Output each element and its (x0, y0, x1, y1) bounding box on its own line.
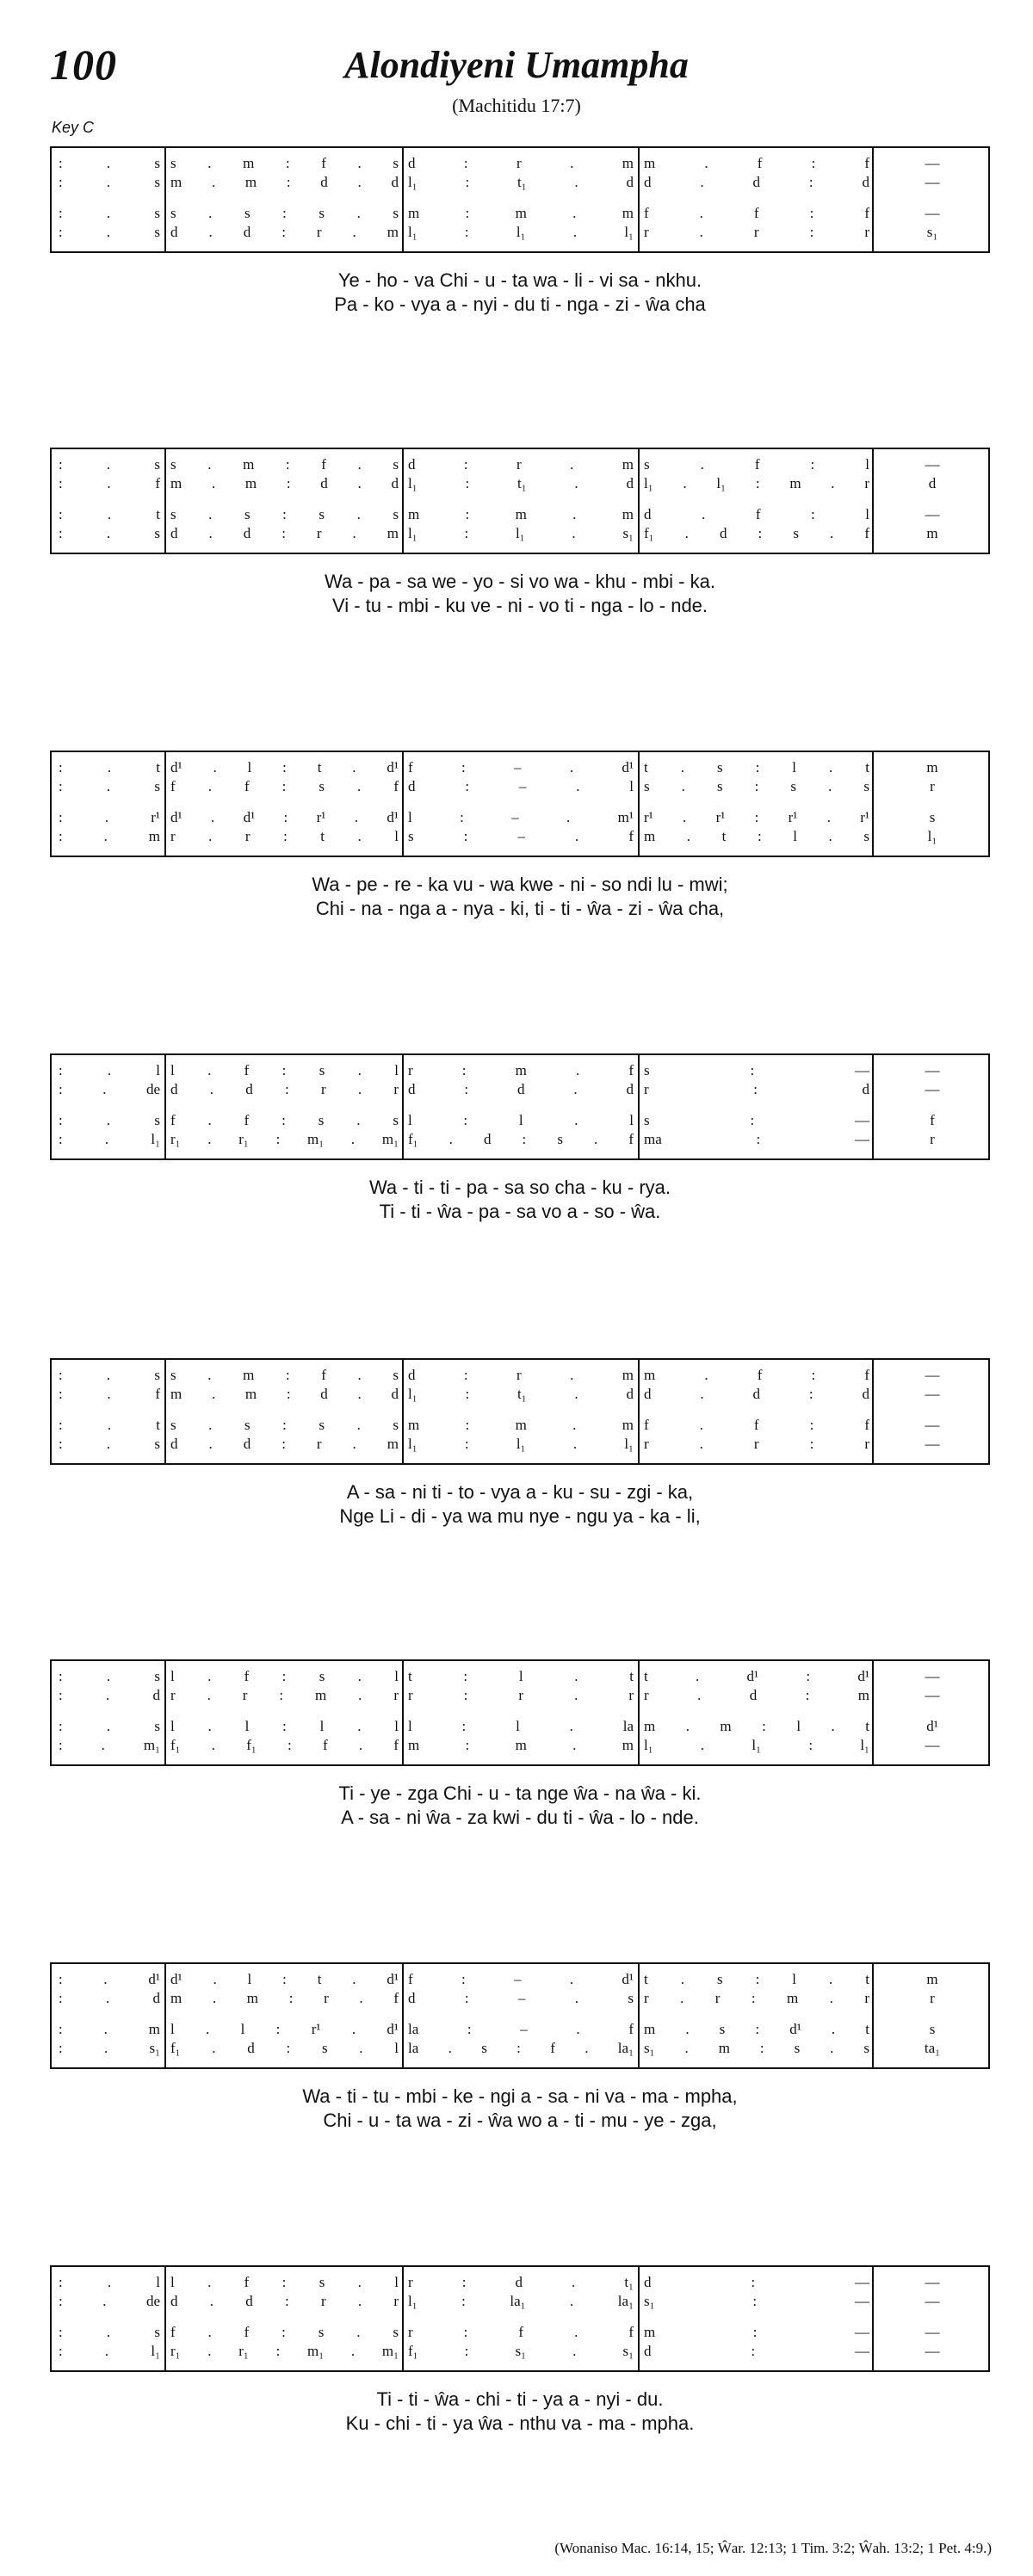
solfa-cell: f . f : f (644, 1417, 869, 1433)
lyric-line (50, 594, 990, 618)
solfa-cell: l . f : s . l (170, 2274, 399, 2290)
solfa-cell: d : r . m (408, 1367, 634, 1383)
lyrics-block (50, 269, 990, 317)
solfa-cell: — (925, 1081, 940, 1097)
solfa-cell: — (925, 1386, 940, 1402)
voice-row (52, 2272, 988, 2293)
solfa-cell: t : l . t (408, 1668, 634, 1684)
lyric-text: Nge Li - di - ya wa mu nye - ngu ya - ka - li, (339, 1505, 701, 1527)
lyric-text: Wa - ti - ti - pa - sa so cha - ku - rya. (368, 1177, 671, 1198)
solfa-cell: : . m (59, 828, 160, 844)
solfa-cell: — (925, 2343, 940, 2359)
solfa-cell: s . m : f . s (170, 155, 399, 171)
footer-references: (Wonaniso Mac. 16:14, 15; Ŵar. 12:13; 1 Tim. 3:2; Ŵah. 13:2; 1 Pet. 4:9.) (554, 2540, 992, 2556)
voice-row (52, 504, 988, 525)
solfa-cell: f₁ . d : s . f (408, 1131, 634, 1147)
solfa-cell: m . f : f (644, 1367, 869, 1383)
solfa-cell: m . m : d . d (170, 1386, 399, 1402)
solfa-cell: r¹ . r¹ : r¹ . r¹ (644, 809, 869, 825)
voice-row (52, 523, 988, 544)
solfa-cell: d¹ . l : t . d¹ (170, 1971, 399, 1987)
voice-row (52, 1685, 988, 1706)
solfa-cell: f₁ . d : s . l (170, 2040, 399, 2056)
solfa-cell: l : l . l (408, 1112, 634, 1128)
solfa-cell: la : – . f (408, 2021, 634, 2037)
voice-row (52, 2038, 988, 2059)
solfa-cell: — (925, 2324, 940, 2340)
solfa-cell: f (930, 1112, 935, 1128)
solfa-cell: m : — (644, 2324, 869, 2340)
voice-row (52, 1988, 988, 2009)
solfa-cell: t . d¹ : d¹ (644, 1668, 869, 1684)
solfa-cell: s (929, 809, 936, 825)
solfa-cell: f : – . d¹ (408, 759, 634, 775)
solfa-cell: : . s₁ (59, 2040, 160, 2056)
solfa-cell: : . d¹ (59, 1971, 160, 1987)
solfa-cell: : . s (59, 174, 160, 190)
tonic-solfa-staff (50, 1358, 990, 1465)
lyrics-block (50, 1782, 990, 1830)
voice-row (52, 2322, 988, 2343)
solfa-cell: s . s : s . s (170, 1417, 399, 1433)
solfa-cell: m . s : d¹ . t (644, 2021, 869, 2037)
music-system (50, 1358, 990, 1529)
solfa-cell: l₁ : l₁ . l₁ (408, 1436, 634, 1452)
solfa-cell: r (930, 778, 935, 794)
voice-row (52, 1735, 988, 1756)
solfa-cell: — (925, 1062, 940, 1078)
solfa-cell: : . d (59, 1990, 160, 2006)
solfa-cell: — (925, 205, 940, 221)
voice-row (52, 1666, 988, 1687)
solfa-cell: — (925, 1417, 940, 1433)
tonic-solfa-staff (50, 1962, 990, 2069)
solfa-cell: : . s (59, 1112, 160, 1128)
solfa-cell: f . f : s . s (170, 2324, 399, 2340)
solfa-cell: t . s : l . t (644, 1971, 869, 1987)
solfa-cell: : . f (59, 1386, 160, 1402)
tonic-solfa-staff (50, 448, 990, 554)
solfa-cell: d . d : r . m (170, 1436, 399, 1452)
solfa-cell: : . d (59, 1687, 160, 1703)
solfa-cell: l₁ : la₁ . la₁ (408, 2293, 634, 2309)
lyric-text: Ti - ye - zga Chi - u - ta nge ŵa - na ŵa - ki. (338, 1782, 702, 1804)
solfa-cell: l₁ : t₁ . d (408, 1386, 634, 1402)
solfa-cell: : . l (59, 1062, 160, 1078)
solfa-cell: r . d : m (644, 1687, 869, 1703)
solfa-cell: : . s (59, 1367, 160, 1383)
solfa-cell: d¹ . d¹ : r¹ . d¹ (170, 809, 399, 825)
solfa-cell: — (925, 1668, 940, 1684)
solfa-cell: : . s (59, 778, 160, 794)
solfa-cell: f₁ . d : s . f (644, 525, 869, 541)
solfa-cell: : . s (59, 525, 160, 541)
solfa-cell: r . r : r (644, 224, 869, 240)
solfa-cell: s . s : s . s (170, 506, 399, 522)
music-system (50, 1659, 990, 1830)
music-system (50, 146, 990, 317)
solfa-cell: : . l₁ (59, 1131, 160, 1147)
solfa-cell: d . d : r . m (170, 224, 399, 240)
voice-row (52, 1384, 988, 1405)
hymn-title: Alondiyeni Umampha (344, 44, 689, 86)
solfa-cell: l₁ : t₁ . d (408, 174, 634, 190)
lyrics-block (50, 2388, 990, 2436)
solfa-cell: m : m . m (408, 205, 634, 221)
solfa-cell: f . f : s . f (170, 778, 399, 794)
solfa-cell: m . m : d . d (170, 475, 399, 491)
solfa-cell: l₁ (927, 828, 937, 844)
solfa-cell: l₁ : l₁ . s₁ (408, 525, 634, 541)
lyric-text: Wa - pe - re - ka vu - wa kwe - ni - so ndi lu - mwi; (312, 874, 728, 895)
lyric-line (50, 873, 990, 897)
voice-row (52, 1415, 988, 1436)
solfa-cell: ta₁ (924, 2040, 941, 2056)
voice-row (52, 2341, 988, 2362)
lyric-text: A - sa - ni ti - to - vya a - ku - su - zgi - ka, (346, 1481, 694, 1503)
hymn-number: 100 (50, 40, 117, 89)
solfa-cell: : . s (59, 1436, 160, 1452)
voice-row (52, 1434, 988, 1455)
voice-row (52, 153, 988, 174)
solfa-cell: l₁ : t₁ . d (408, 475, 634, 491)
solfa-cell: : . l₁ (59, 2343, 160, 2359)
solfa-cell: : . l (59, 2274, 160, 2290)
solfa-cell: : . s (59, 224, 160, 240)
solfa-cell: : . f (59, 475, 160, 491)
voice-row (52, 1079, 988, 1100)
lyric-line (50, 1504, 990, 1529)
solfa-cell: d : d . d (408, 1081, 634, 1097)
solfa-cell: la . s : f . la₁ (408, 2040, 634, 2056)
voice-row (52, 826, 988, 847)
solfa-cell: : . s (59, 155, 160, 171)
voice-row (52, 1110, 988, 1131)
solfa-cell: s . f : l (644, 456, 869, 473)
solfa-cell: r . r : m . r (644, 1990, 869, 2006)
solfa-cell: s : – . f (408, 828, 634, 844)
solfa-cell: l₁ . l₁ : m . r (644, 475, 869, 491)
solfa-cell: r : d . t₁ (408, 2274, 634, 2290)
lyric-line (50, 570, 990, 594)
solfa-cell: d¹ (926, 1718, 938, 1734)
solfa-cell: s₁ : — (644, 2293, 869, 2309)
solfa-cell: s₁ (926, 224, 938, 240)
solfa-cell: s (929, 2021, 936, 2037)
solfa-cell: f . f : f (644, 205, 869, 221)
solfa-cell: r (930, 1131, 935, 1147)
lyric-text: Chi - u - ta wa - zi - ŵa wo a - ti - mu - ye - zga, (323, 2110, 717, 2131)
tonic-solfa-staff (50, 1659, 990, 1766)
solfa-cell: r : r . r (408, 1687, 634, 1703)
solfa-cell: d . d : r . m (170, 525, 399, 541)
lyric-line (50, 2412, 990, 2436)
solfa-cell: d : – . l (408, 778, 634, 794)
lyric-text: Wa - ti - tu - mbi - ke - ngi a - sa - ni va - ma - mpha, (302, 2085, 738, 2107)
lyric-line (50, 1176, 990, 1200)
music-system (50, 2265, 990, 2436)
solfa-cell: : . s (59, 456, 160, 473)
solfa-cell: r (930, 1990, 935, 2006)
music-system (50, 1962, 990, 2133)
lyric-line (50, 1806, 990, 1830)
solfa-cell: : . de (59, 2293, 160, 2309)
solfa-cell: d¹ . l : t . d¹ (170, 759, 399, 775)
scripture-reference: (Machitidu 17:7) (452, 95, 581, 116)
lyrics-block (50, 570, 990, 618)
solfa-cell: : . r¹ (59, 809, 160, 825)
solfa-cell: d : – . s (408, 1990, 634, 2006)
solfa-cell: m (926, 759, 938, 775)
lyrics-block (50, 873, 990, 921)
lyric-line (50, 2109, 990, 2133)
solfa-cell: : . t (59, 1417, 160, 1433)
solfa-cell: d (928, 475, 937, 491)
solfa-cell: d . f : l (644, 506, 869, 522)
solfa-cell: m : m . m (408, 506, 634, 522)
solfa-cell: : . s (59, 1668, 160, 1684)
solfa-cell: — (925, 456, 940, 473)
lyric-line (50, 1782, 990, 1806)
solfa-cell: r . r : r (644, 1436, 869, 1452)
solfa-cell: d . d : d (644, 174, 869, 190)
solfa-cell: r₁ . r₁ : m₁ . m₁ (170, 2343, 399, 2359)
solfa-cell: : . m (59, 2021, 160, 2037)
solfa-cell: s . m : f . s (170, 456, 399, 473)
solfa-cell: r : d (644, 1081, 869, 1097)
solfa-cell: ma : — (644, 1131, 869, 1147)
solfa-cell: : . s (59, 1718, 160, 1734)
voice-row (52, 1060, 988, 1081)
lyrics-block (50, 2085, 990, 2133)
solfa-cell: — (925, 174, 940, 190)
lyric-text: Pa - ko - vya a - nyi - du ti - nga - zi - ŵa cha (334, 293, 706, 315)
solfa-cell: s₁ . m : s . s (644, 2040, 869, 2056)
solfa-cell: m . t : l . s (644, 828, 869, 844)
solfa-cell: l₁ : l₁ . l₁ (408, 224, 634, 240)
lyrics-block (50, 1480, 990, 1529)
solfa-cell: : . s (59, 2324, 160, 2340)
voice-row (52, 203, 988, 224)
lyric-line (50, 1200, 990, 1224)
lyric-text: Chi - na - nga a - nya - ki, ti - ti - ŵa - zi - ŵa cha, (315, 898, 725, 919)
voice-row (52, 776, 988, 797)
solfa-cell: l . l : r¹ . d¹ (170, 2021, 399, 2037)
solfa-cell: m : m . m (408, 1737, 634, 1753)
solfa-cell: s . s : s . s (644, 778, 869, 794)
solfa-cell: f₁ : s₁ . s₁ (408, 2343, 634, 2359)
solfa-cell: : . de (59, 1081, 160, 1097)
solfa-cell: l : l . la (408, 1718, 634, 1734)
tonic-solfa-staff (50, 1053, 990, 1160)
solfa-cell: l . f : s . l (170, 1062, 399, 1078)
solfa-cell: l . l : l . l (170, 1718, 399, 1734)
solfa-cell: l : – . m¹ (408, 809, 634, 825)
voice-row (52, 1129, 988, 1150)
solfa-cell: r : f . f (408, 2324, 634, 2340)
solfa-cell: m . m : l . t (644, 1718, 869, 1734)
solfa-cell: m . m : r . f (170, 1990, 399, 2006)
lyric-text: Ye - ho - va Chi - u - ta wa - li - vi sa - nkhu. (337, 269, 702, 291)
voice-row (52, 172, 988, 193)
solfa-cell: — (925, 2293, 940, 2309)
voice-row (52, 807, 988, 828)
voice-row (52, 1365, 988, 1386)
tonic-solfa-staff (50, 146, 990, 253)
music-system (50, 448, 990, 618)
tonic-solfa-staff (50, 2265, 990, 2372)
solfa-cell: l₁ . l₁ : l₁ (644, 1737, 869, 1753)
solfa-cell: f₁ . f₁ : f . f (170, 1737, 399, 1753)
voice-row (52, 454, 988, 475)
solfa-cell: : . t (59, 759, 160, 775)
solfa-cell: f . f : s . s (170, 1112, 399, 1128)
solfa-cell: d : r . m (408, 456, 634, 473)
solfa-cell: d . d : r . r (170, 1081, 399, 1097)
solfa-cell: m (926, 525, 938, 541)
solfa-cell: — (925, 1436, 940, 1452)
lyric-text: Vi - tu - mbi - ku ve - ni - vo ti - nga - lo - nde. (331, 595, 708, 616)
lyric-text: A - sa - ni ŵa - za kwi - du ti - ŵa - lo - nde. (341, 1807, 699, 1828)
voice-row (52, 222, 988, 243)
solfa-cell: s . s : s . s (170, 205, 399, 221)
lyric-line (50, 1480, 990, 1504)
solfa-cell: s : — (644, 1062, 869, 1078)
lyric-line (50, 2388, 990, 2412)
solfa-cell: t . s : l . t (644, 759, 869, 775)
solfa-cell: r : m . f (408, 1062, 634, 1078)
lyric-line (50, 897, 990, 921)
solfa-cell: : . s (59, 205, 160, 221)
solfa-cell: s . m : f . s (170, 1367, 399, 1383)
solfa-cell: d : — (644, 2343, 869, 2359)
solfa-cell: — (925, 2274, 940, 2290)
lyric-text: Wa - pa - sa we - yo - si vo wa - khu - mbi - ka. (325, 571, 715, 592)
voice-row (52, 1969, 988, 1990)
solfa-cell: m (926, 1971, 938, 1987)
solfa-cell: d : — (644, 2274, 869, 2290)
solfa-cell: r₁ . r₁ : m₁ . m₁ (170, 1131, 399, 1147)
solfa-cell: d . d : r . r (170, 2293, 399, 2309)
solfa-cell: r . r : m . r (170, 1687, 399, 1703)
solfa-cell: — (925, 506, 940, 522)
key-label: Key C (52, 119, 95, 136)
solfa-cell: m . f : f (644, 155, 869, 171)
solfa-cell: f : – . d¹ (408, 1971, 634, 1987)
voice-row (52, 1716, 988, 1737)
solfa-cell: — (925, 1737, 940, 1753)
lyric-line (50, 269, 990, 293)
solfa-cell: — (925, 1687, 940, 1703)
solfa-cell: m : m . m (408, 1417, 634, 1433)
solfa-cell: s : — (644, 1112, 869, 1128)
solfa-cell: — (925, 155, 940, 171)
solfa-cell: m . m : d . d (170, 174, 399, 190)
music-system (50, 751, 990, 921)
solfa-cell: — (925, 1367, 940, 1383)
solfa-cell: r . r : t . l (170, 828, 399, 844)
voice-row (52, 2019, 988, 2040)
voice-row (52, 757, 988, 778)
solfa-cell: : . t (59, 506, 160, 522)
lyrics-block (50, 1176, 990, 1224)
lyric-text: Ti - ti - ŵa - pa - sa vo a - so - ŵa. (379, 1201, 661, 1222)
solfa-cell: : . m₁ (59, 1737, 160, 1753)
lyric-text: Ti - ti - ŵa - chi - ti - ya a - nyi - du. (376, 2388, 664, 2410)
tonic-solfa-staff (50, 751, 990, 857)
solfa-cell: d . d : d (644, 1386, 869, 1402)
lyric-line (50, 2085, 990, 2109)
solfa-cell: d : r . m (408, 155, 634, 171)
music-system (50, 1053, 990, 1224)
lyric-line (50, 293, 990, 317)
lyric-text: Ku - chi - ti - ya ŵa - nthu va - ma - mpha. (345, 2412, 695, 2434)
voice-row (52, 2291, 988, 2312)
solfa-cell: l . f : s . l (170, 1668, 399, 1684)
voice-row (52, 473, 988, 494)
